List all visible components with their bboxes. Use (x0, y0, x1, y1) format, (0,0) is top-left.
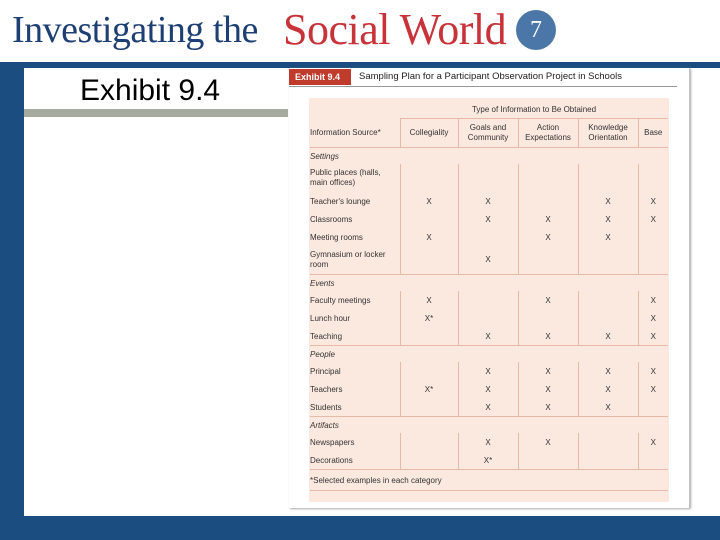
left-bar (0, 62, 24, 540)
table-cell: X (400, 192, 458, 210)
table-cell (458, 291, 518, 309)
table-cell (638, 164, 668, 192)
table-row (310, 210, 668, 228)
table-row (310, 362, 668, 380)
table-cell: X (638, 362, 668, 380)
row-label: Gymnasium or locker room (310, 250, 386, 269)
table-cell (638, 398, 668, 417)
table-cell: X (578, 362, 638, 380)
table-cell (518, 451, 578, 470)
table-row (310, 433, 668, 451)
table-cell: X (518, 291, 578, 309)
table-row (310, 451, 668, 470)
table-cell (400, 164, 458, 192)
exhibit-label: Exhibit 9.4 (289, 69, 351, 85)
section-row (310, 417, 668, 434)
table-cell: X (458, 398, 518, 417)
table-cell (400, 398, 458, 417)
table-row (310, 291, 668, 309)
slide-title: Exhibit 9.4 (80, 74, 221, 107)
table-row (310, 327, 668, 346)
table-cell (578, 164, 638, 192)
table-cell (400, 327, 458, 346)
exhibit-figure (289, 68, 690, 508)
table-row (310, 192, 668, 210)
table-cell: X (518, 327, 578, 346)
table-row (310, 228, 668, 246)
table-cell: X (578, 380, 638, 398)
table-cell (400, 210, 458, 228)
exhibit-header (289, 68, 689, 86)
table-cell: X (458, 192, 518, 210)
table-cell: X (400, 228, 458, 246)
column-header: Information Source* (310, 119, 400, 148)
row-label: Teacher's lounge (310, 196, 371, 206)
row-label: Teachers (310, 384, 343, 394)
table-cell (458, 309, 518, 327)
table-cell (518, 192, 578, 210)
table-cell (578, 246, 638, 275)
exhibit-caption: Sampling Plan for a Participant Observation Project in Schools (359, 71, 622, 82)
row-label: Decorations (310, 455, 353, 465)
table-cell (518, 246, 578, 275)
table-cell: X (578, 210, 638, 228)
section-row (310, 148, 668, 165)
book-title-part2: Social World (283, 5, 507, 54)
section-label: Artifacts (310, 417, 668, 434)
column-header: Knowledge Orientation (578, 119, 638, 148)
title-underline (24, 109, 288, 117)
bottom-bar (0, 516, 720, 540)
table-cell: X (518, 362, 578, 380)
table-cell: X (518, 398, 578, 417)
column-header: Goals and Community (458, 119, 518, 148)
row-label: Public places (halls, main offices) (310, 168, 381, 187)
row-label: Classrooms (310, 214, 353, 224)
sampling-plan-table (310, 100, 668, 491)
table-cell (578, 433, 638, 451)
table-cell: X (400, 291, 458, 309)
table-cell (400, 451, 458, 470)
table-cell (518, 309, 578, 327)
table-cell: X* (400, 309, 458, 327)
table-cell (400, 362, 458, 380)
row-label: Principal (310, 366, 341, 376)
slide-header (0, 0, 720, 62)
table-cell: X (638, 309, 668, 327)
table-cell: X (578, 228, 638, 246)
table-cell (458, 228, 518, 246)
table-cell (578, 451, 638, 470)
table-cell (638, 246, 668, 275)
table-cell: X (638, 192, 668, 210)
exhibit-rule (289, 86, 677, 87)
table-row (310, 309, 668, 327)
column-header: Action Expectations (518, 119, 578, 148)
table-cell (638, 228, 668, 246)
section-label: Events (310, 275, 668, 292)
table-cell: X (518, 433, 578, 451)
table-cell (400, 246, 458, 275)
table-cell (458, 164, 518, 192)
table-body (310, 148, 668, 470)
table-cell (578, 309, 638, 327)
table-cell: X (638, 291, 668, 309)
table-corner (310, 100, 400, 119)
edition-badge: 7 (516, 10, 556, 50)
table-cell: X (578, 398, 638, 417)
table-row (310, 164, 668, 192)
section-label: People (310, 346, 668, 363)
table-cell: X (638, 327, 668, 346)
table-cell: X (458, 433, 518, 451)
column-header: Collegiality (400, 119, 458, 148)
table-row (310, 246, 668, 275)
column-header: Base (638, 119, 668, 148)
table-cell: X (518, 380, 578, 398)
row-label: Newspapers (310, 437, 355, 447)
section-row (310, 275, 668, 292)
table-cell: X (638, 433, 668, 451)
table-cell: X (518, 210, 578, 228)
table-row (310, 380, 668, 398)
table-cell: X (638, 380, 668, 398)
row-label: Students (310, 402, 342, 412)
table-cell: X (458, 327, 518, 346)
table-cell: X (458, 210, 518, 228)
table-cell: X (578, 192, 638, 210)
table-cell: X (638, 210, 668, 228)
table-footnote: *Selected examples in each category (310, 470, 668, 491)
table-cell (638, 451, 668, 470)
table-cell: X (458, 380, 518, 398)
table-cell (518, 164, 578, 192)
table-cell: X (458, 246, 518, 275)
table-cell: X* (458, 451, 518, 470)
table-cell (400, 433, 458, 451)
row-label: Lunch hour (310, 313, 351, 323)
table-row (310, 398, 668, 417)
table-cell: X (458, 362, 518, 380)
section-row (310, 346, 668, 363)
row-label: Faculty meetings (310, 295, 371, 305)
book-title-part1: Investigating the (12, 9, 258, 51)
section-label: Settings (310, 148, 668, 165)
table-cell: X (518, 228, 578, 246)
table-cell: X* (400, 380, 458, 398)
row-label: Teaching (310, 331, 343, 341)
table-cell: X (578, 327, 638, 346)
group-header: Type of Information to Be Obtained (400, 100, 668, 119)
row-label: Meeting rooms (310, 232, 363, 242)
table-cell (578, 291, 638, 309)
